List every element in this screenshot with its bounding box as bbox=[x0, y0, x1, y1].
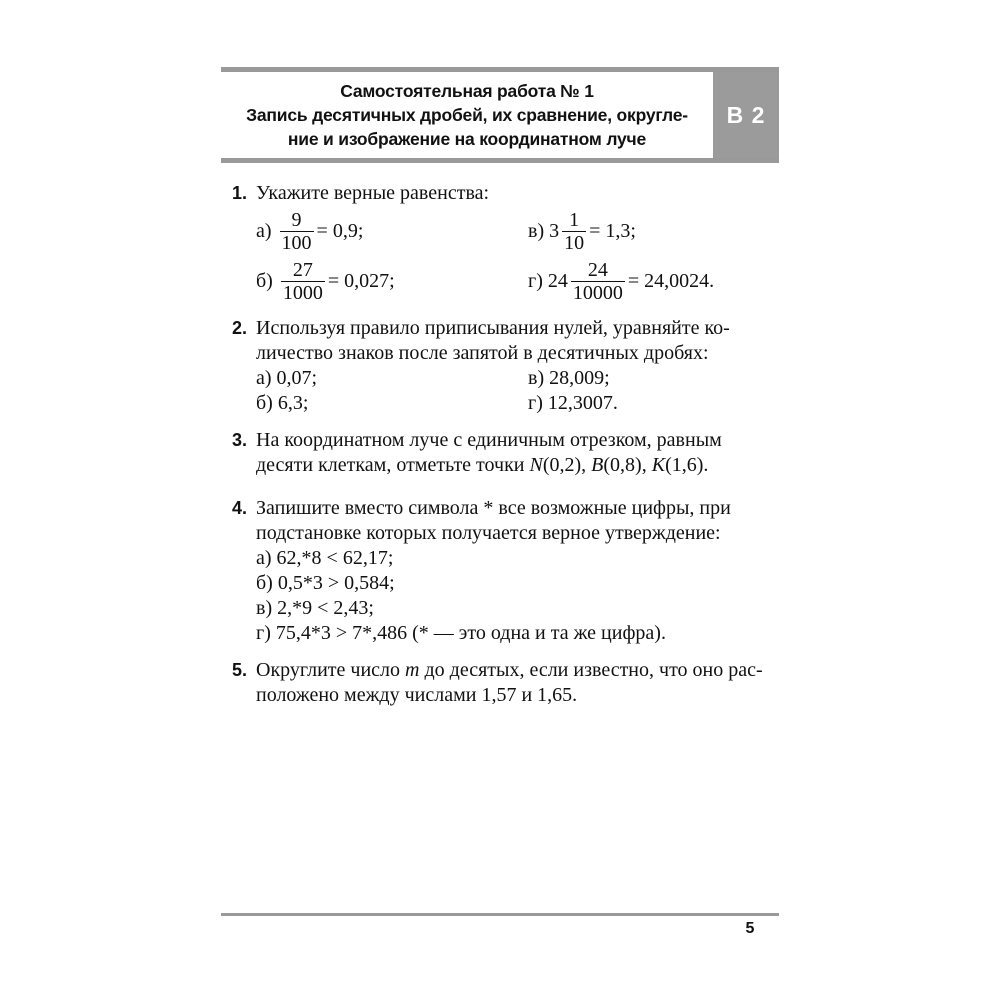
task-3 bbox=[232, 428, 782, 478]
task-number: 4. bbox=[232, 498, 248, 518]
item-label: б) bbox=[256, 269, 273, 292]
task-text-line-1: Запишите вместо символа * все возможные цифры, при bbox=[256, 497, 731, 519]
numerator: 24 bbox=[587, 258, 608, 281]
whole-part: 24 bbox=[547, 269, 568, 292]
task-1-row-1 bbox=[256, 206, 782, 256]
point-b: B bbox=[591, 454, 604, 476]
header-line-3: ние и изображение на координатном луче bbox=[287, 129, 647, 149]
item-label: а) bbox=[256, 219, 272, 242]
denominator: 100 bbox=[281, 231, 312, 254]
task-text: Укажите верные равенства: bbox=[256, 182, 490, 204]
item-v bbox=[528, 206, 636, 256]
task-text-line-2: положено между числами 1,57 и 1,65. bbox=[256, 684, 578, 706]
variable-m: m bbox=[405, 659, 420, 681]
task-number: 5. bbox=[232, 660, 248, 680]
header-box bbox=[221, 67, 779, 163]
task-number: 1. bbox=[232, 183, 248, 203]
item-g: г) 75,4*3 > 7*,486 (* — это одна и та же цифра). bbox=[256, 622, 666, 644]
task-number: 3. bbox=[232, 430, 248, 450]
task-text-line-1: Используя правило приписывания нулей, уравняйте ко- bbox=[256, 317, 730, 339]
whole-part: 3 bbox=[549, 219, 560, 242]
numerator: 1 bbox=[569, 208, 580, 231]
fraction bbox=[280, 209, 314, 254]
text: Округлите число bbox=[256, 659, 406, 681]
item-result: = 0,027; bbox=[327, 269, 395, 292]
task-text-line-2: личество знаков после запятой в десятичных дробях: bbox=[256, 342, 709, 364]
header-line-1: Самостоятельная работа № 1 bbox=[340, 81, 594, 101]
point-n-coord: (0,2), bbox=[542, 454, 592, 476]
point-b-coord: (0,8), bbox=[603, 454, 652, 476]
text: до десятых, если известно, что оно рас- bbox=[419, 659, 763, 681]
footer-divider bbox=[221, 913, 779, 916]
numerator: 9 bbox=[291, 208, 302, 231]
task-text-line-2: подстановке которых получается верное утверждение: bbox=[256, 522, 721, 544]
denominator: 10 bbox=[564, 231, 585, 254]
item-g: г) 12,3007. bbox=[528, 392, 618, 414]
task-1 bbox=[232, 181, 782, 306]
item-a bbox=[256, 206, 363, 256]
item-b: б) 6,3; bbox=[256, 392, 309, 414]
task-2-row-1 bbox=[256, 366, 782, 391]
page-number: 5 bbox=[745, 920, 755, 937]
text: десяти клеткам, отметьте точки bbox=[256, 454, 530, 476]
item-result: = 0,9; bbox=[316, 219, 364, 242]
header-title bbox=[221, 72, 713, 158]
header-line-2: Запись десятичных дробей, их сравнение, округле- bbox=[246, 105, 688, 125]
task-2 bbox=[232, 316, 782, 416]
denominator: 10000 bbox=[572, 281, 623, 304]
variant-badge: В 2 bbox=[713, 72, 779, 158]
task-4 bbox=[232, 496, 782, 646]
item-b: б) 0,5*3 > 0,584; bbox=[256, 572, 395, 594]
item-v: в) 28,009; bbox=[528, 367, 610, 389]
item-label: в) bbox=[528, 219, 545, 242]
fraction bbox=[562, 209, 586, 254]
item-a: а) 0,07; bbox=[256, 367, 318, 389]
task-2-row-2 bbox=[256, 391, 782, 416]
point-n: N bbox=[529, 454, 543, 476]
fraction bbox=[281, 259, 325, 304]
item-g bbox=[528, 256, 714, 306]
numerator: 27 bbox=[292, 258, 313, 281]
task-1-row-2 bbox=[256, 256, 782, 306]
item-label: г) bbox=[528, 269, 543, 292]
item-a: а) 62,*8 < 62,17; bbox=[256, 547, 394, 569]
task-text-line-2 bbox=[256, 453, 782, 478]
fraction bbox=[571, 259, 625, 304]
item-b bbox=[256, 256, 395, 306]
task-text-line-1: На координатном луче с единичным отрезком, равным bbox=[256, 429, 722, 451]
task-number: 2. bbox=[232, 318, 248, 338]
task-text-line-1 bbox=[256, 658, 782, 683]
point-k: K bbox=[651, 454, 666, 476]
item-result: = 24,0024. bbox=[627, 269, 715, 292]
denominator: 1000 bbox=[282, 281, 323, 304]
item-v: в) 2,*9 < 2,43; bbox=[256, 597, 374, 619]
task-5 bbox=[232, 658, 782, 708]
point-k-coord: (1,6). bbox=[665, 454, 709, 476]
item-result: = 1,3; bbox=[589, 219, 636, 242]
